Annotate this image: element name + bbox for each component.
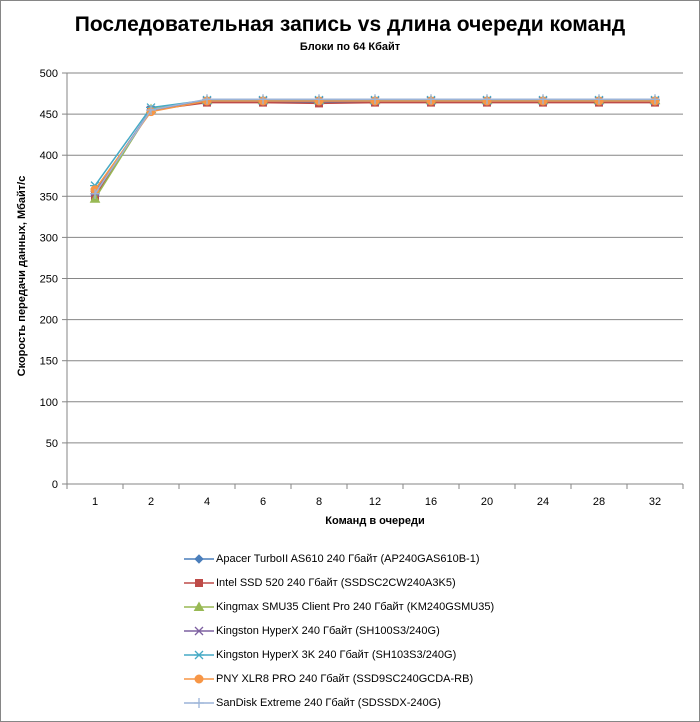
- series-4: [91, 97, 659, 196]
- series-7: [90, 94, 660, 199]
- legend-item: [184, 547, 524, 571]
- series-line: [95, 100, 655, 199]
- x-tick-label: 2: [147, 496, 155, 508]
- x-tick-label: 6: [259, 496, 267, 508]
- legend-marker: [195, 675, 203, 683]
- chart-subtitle: Блоки по 64 Кбайт: [299, 41, 401, 53]
- y-axis-label: Скорость передачи данных, Мбайт/с: [16, 175, 28, 377]
- x-tick-label: 1: [91, 496, 99, 508]
- legend-marker: [194, 698, 204, 708]
- y-tick-label: 100: [39, 396, 58, 409]
- chart-title: Последовательная запись vs длина очереди команд: [74, 13, 626, 36]
- legend-label: Kingston HyperX 3K 240 Гбайт (SH103S3/240G): [216, 649, 457, 661]
- legend-label: Apacer TurboII AS610 240 Гбайт (AP240GAS610B-1): [216, 553, 480, 565]
- legend-label: Intel SSD 520 240 Гбайт (SSDSC2CW240A3K5): [216, 577, 456, 589]
- legend-label: Kingmax SMU35 Client Pro 240 Гбайт (KM240GSMU35): [216, 601, 495, 613]
- x-tick-label: 16: [424, 496, 438, 508]
- legend-symbol: [184, 600, 214, 614]
- legend-symbol: [184, 648, 214, 662]
- x-tick-label: 24: [536, 496, 550, 508]
- x-tick-label: 28: [592, 496, 606, 508]
- legend-marker: [194, 651, 204, 659]
- series-line: [95, 100, 655, 185]
- y-tick-label: 500: [39, 68, 58, 80]
- legend-symbol: [184, 672, 214, 686]
- legend-item: [184, 595, 524, 619]
- legend-item: [184, 643, 524, 667]
- x-tick-label: 12: [368, 496, 382, 508]
- series-5: [90, 96, 660, 189]
- legend-item: [184, 619, 524, 643]
- legend-item: [184, 667, 524, 691]
- y-tick-label: 0: [51, 479, 58, 491]
- y-tick-label: 250: [39, 273, 58, 286]
- y-tick-label: 450: [39, 109, 58, 122]
- legend-label: SanDisk Extreme 240 Гбайт (SDSSDX-240G): [216, 697, 441, 709]
- legend-item: [184, 691, 524, 715]
- legend-label: PNY XLR8 PRO 240 Гбайт (SSD9SC240GCDA-RB): [216, 673, 474, 685]
- series-line: [95, 103, 655, 197]
- y-tick-label: 200: [39, 314, 58, 327]
- y-tick-label: 300: [39, 232, 58, 245]
- legend-symbol: [184, 624, 214, 638]
- y-tick-label: 50: [45, 437, 58, 450]
- legend: [184, 547, 524, 715]
- series-6: [91, 97, 659, 194]
- legend-marker: [196, 580, 203, 587]
- legend-symbol: [184, 552, 214, 566]
- series-line: [95, 101, 655, 192]
- series-line: [95, 102, 655, 192]
- legend-symbol: [184, 576, 214, 590]
- x-tick-label: 20: [480, 496, 494, 508]
- x-axis-label: Команд в очереди: [325, 515, 425, 527]
- legend-item: [184, 571, 524, 595]
- series-line: [95, 99, 655, 194]
- y-tick-label: 350: [39, 191, 58, 204]
- y-tick-label: 150: [39, 355, 58, 368]
- x-tick-label: 4: [203, 496, 211, 508]
- legend-label: Kingston HyperX 240 Гбайт (SH100S3/240G): [216, 625, 440, 637]
- x-tick-label: 32: [648, 496, 662, 508]
- series-1: [91, 98, 659, 196]
- legend-marker: [195, 555, 203, 563]
- series-3: [91, 96, 660, 203]
- x-tick-label: 8: [315, 496, 323, 508]
- y-tick-label: 400: [39, 150, 58, 163]
- legend-symbol: [184, 696, 214, 710]
